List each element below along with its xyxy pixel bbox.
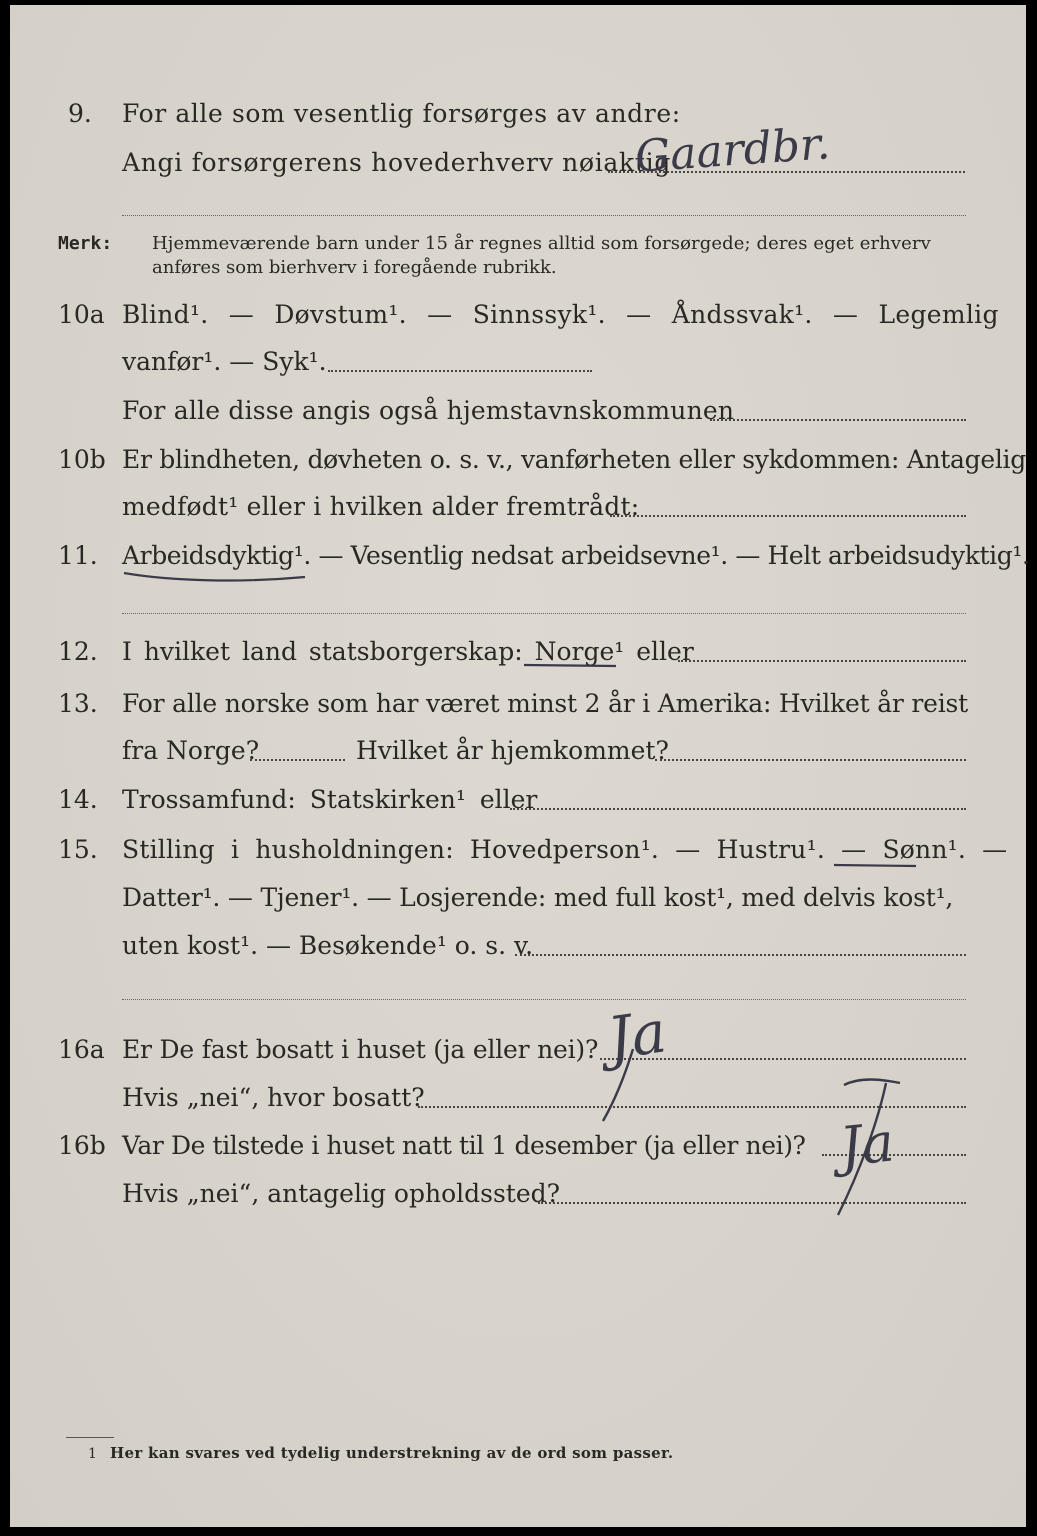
q13-number: 13. (58, 689, 98, 718)
q10a-syk-line (328, 370, 592, 372)
footnote-mark: 1 (88, 1446, 97, 1462)
q10a-kommune-line (710, 419, 966, 421)
q11-number: 11. (58, 541, 98, 570)
q10a-line2: vanfør¹. — Syk¹. (122, 347, 327, 376)
q10b-line2: medfødt¹ eller i hvilken alder fremtrådt: (122, 492, 640, 521)
q14-line1: Trossamfund: Statskirken¹ eller (122, 785, 538, 814)
merk-label: Merk: (58, 233, 113, 254)
q15-extra-line (122, 999, 966, 1000)
q11-line1: Arbeidsdyktig¹. — Vesentlig nedsat arbeidsevne¹. — Helt arbeidsudyktig¹. (122, 541, 1030, 570)
q13-hjemkommet-line (655, 759, 966, 761)
q15-answer-line (515, 954, 966, 956)
q10a-line1: Blind¹. — Døvstum¹. — Sinnssyk¹. — Åndssvak¹. — Legemlig (122, 300, 999, 329)
footnote-rule (66, 1437, 114, 1438)
merk-line1: Hjemmeværende barn under 15 år regnes alltid som forsørgede; deres eget erhverv (152, 233, 931, 254)
q10a-number: 10a (58, 300, 105, 329)
q16b-number: 16b (58, 1131, 106, 1160)
q15-line3: uten kost¹. — Besøkende¹ o. s. v. (122, 931, 534, 960)
q16b-line2: Hvis „nei“, antagelig opholdssted? (122, 1179, 561, 1208)
q12-number: 12. (58, 637, 98, 666)
q10a-line3: For alle disse angis også hjemstavnskommunen (122, 396, 735, 425)
q16a-number: 16a (58, 1035, 105, 1064)
q13-line2a: fra Norge? (122, 736, 260, 765)
q15-number: 15. (58, 835, 98, 864)
q15-line1: Stilling i husholdningen: Hovedperson¹. — Hustru¹. — Sønn¹. — (122, 835, 1008, 864)
q16a-line1: Er De fast bosatt i huset (ja eller nei)? (122, 1035, 599, 1064)
q16a-handwritten-stroke (595, 1045, 655, 1125)
q14-number: 14. (58, 785, 98, 814)
q13-line2b: Hvilket år hjemkommet? (356, 736, 669, 765)
q12-line1: I hvilket land statsborgerskap: Norge¹ eller (122, 637, 694, 666)
q15-handwritten-underline (832, 859, 922, 873)
q9-number: 9. (68, 99, 92, 128)
q10b-answer-line (610, 515, 966, 517)
q10b-number: 10b (58, 445, 106, 474)
q16b-line1: Var De tilstede i huset natt til 1 desember (ja eller nei)? (122, 1131, 806, 1160)
q10b-line1: Er blindheten, døvheten o. s. v., vanførheten eller sykdommen: Antagelig (122, 445, 1026, 474)
q16b-handwritten-stroke (830, 1071, 910, 1221)
q13-line1: For alle norske som har været minst 2 år i Amerika: Hvilket år reist (122, 689, 969, 718)
footnote-text: Her kan svares ved tydelig understrekning av de ord som passer. (110, 1444, 674, 1462)
q16a-handwritten-answer: Ja (603, 997, 671, 1073)
q15-line2: Datter¹. — Tjener¹. — Losjerende: med full kost¹, med delvis kost¹, (122, 883, 954, 912)
q12-answer-line (678, 660, 966, 662)
q14-answer-line (510, 808, 966, 810)
q11-handwritten-underline (120, 565, 310, 587)
q11-extra-line (122, 613, 966, 614)
q16a-line2: Hvis „nei“, hvor bosatt? (122, 1083, 425, 1112)
q9-line2: Angi forsørgerens hovederhverv nøiaktig (122, 148, 672, 177)
q9-line1: For alle som vesentlig forsørges av andre: (122, 99, 681, 128)
q16b-handwritten-answer: Ja (836, 1110, 897, 1179)
q9-extra-line (122, 215, 966, 216)
q13-reist-line (250, 759, 345, 761)
q12-handwritten-underline (522, 659, 622, 673)
census-form-page (10, 5, 1030, 1527)
merk-line2: anføres som bierhverv i foregående rubrikk. (152, 257, 557, 278)
q9-handwritten-answer: Gaardbr. (633, 118, 832, 183)
